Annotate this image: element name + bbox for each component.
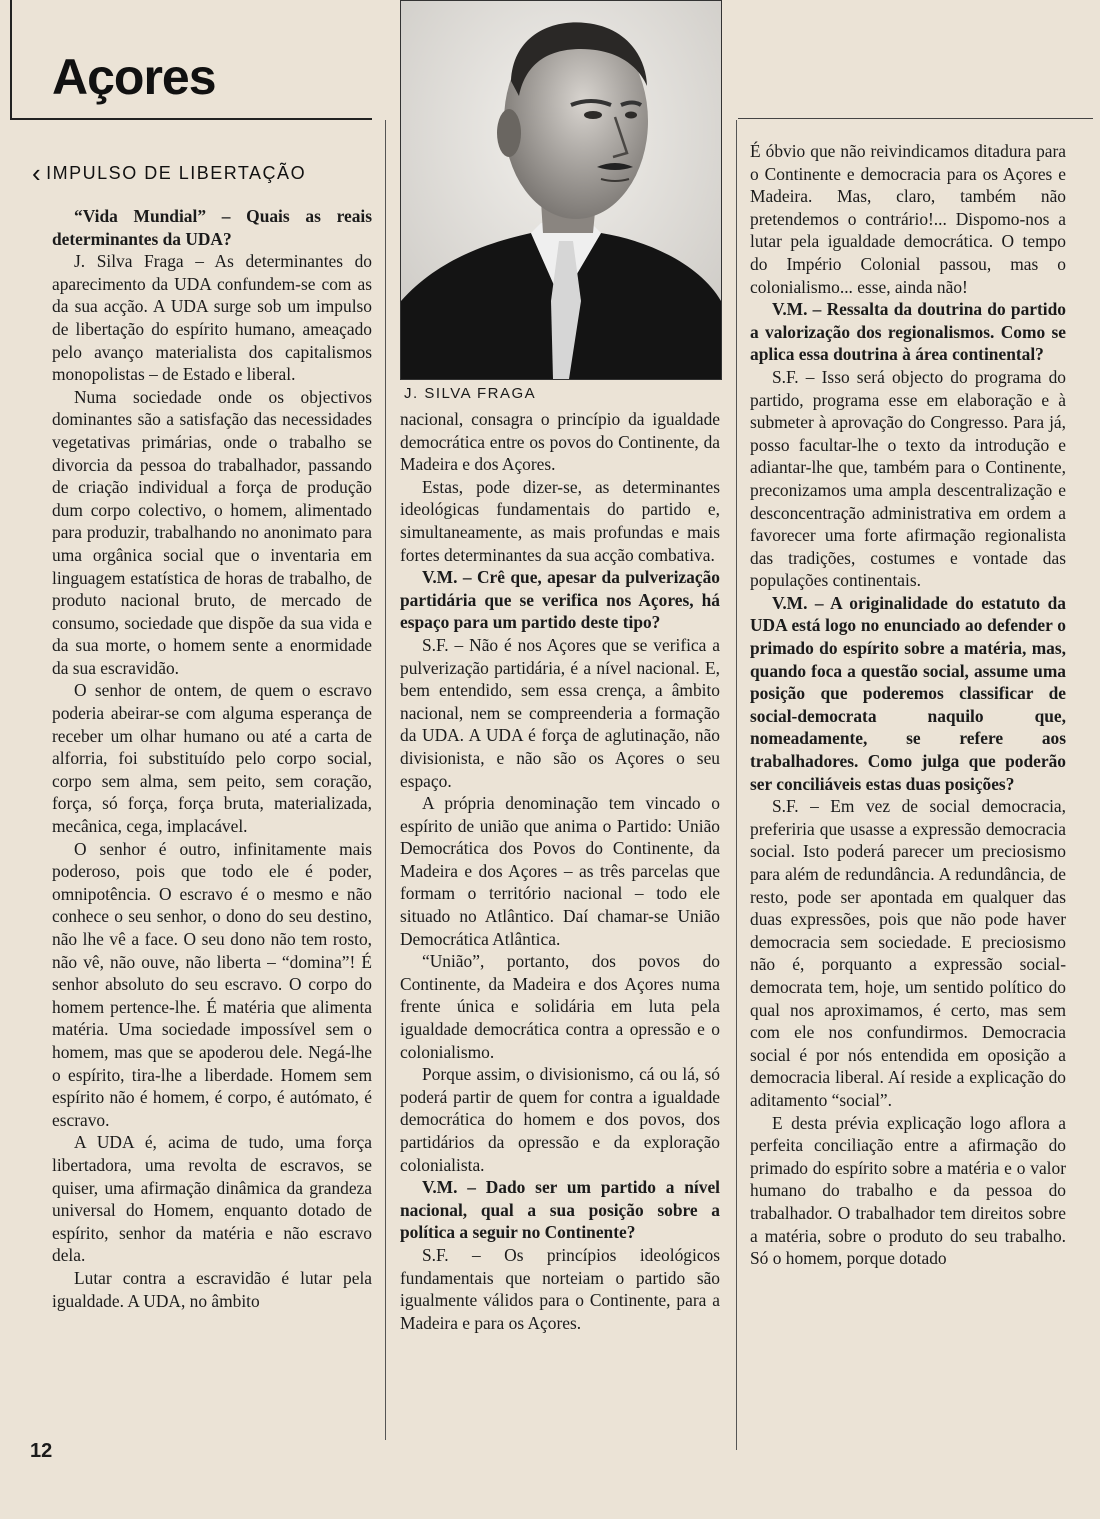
article-column-3 bbox=[750, 140, 1066, 1270]
article-column-1 bbox=[52, 205, 372, 1312]
left-border-rule bbox=[10, 0, 12, 120]
kicker bbox=[32, 158, 306, 189]
body-paragraph: “União”, portanto, dos povos do Continente, da Madeira e dos Açores numa frente única e solidária em luta pela igualdade democrática contra a opressão e o colonialismo. bbox=[400, 951, 720, 1062]
answer-paragraph: S.F. – Os princípios ideológicos fundamentais que norteiam o partido são igualmente válidos para o Continente, para a Madeira e para os Açores. bbox=[400, 1244, 720, 1333]
body-paragraph: nacional, consagra o princípio da igualdade democrática entre os povos do Continente, da Madeira e dos Açores. bbox=[400, 409, 720, 475]
question-paragraph: V.M. – Crê que, apesar da pulverização partidária que se verifica nos Açores, há espaço para um partido deste tipo? bbox=[400, 567, 720, 633]
body-paragraph: O senhor é outro, infinitamente mais poderoso, pois que todo ele é poder, omnipotência. O escravo é o mesmo e não conhece o seu senhor, o dono do seu destino, não lhe vê a face. O seu dono não tem rosto, não vê, não ouve, não liberta – “domina”! É senhor absoluto do seu escravo. O corpo do homem pertence-lhe. É matéria que alimenta matéria. Uma sociedade impossível sem o homem, mas que se apoderou dele. Negá-lhe o espírito, tira-lhe a liberdade. Homem sem espírito não é homem, é corpo, é autómato, é escravo. bbox=[52, 838, 372, 1130]
article-column-2 bbox=[400, 408, 720, 1334]
column-divider-1 bbox=[385, 120, 386, 1440]
question-paragraph: V.M. – A originalidade do estatuto da UDA está logo no enunciado ao defender o primado do espírito sobre a matéria, mas, quando foca a questão social, assume uma posição que poderemos classificar de social-democrata naquilo que, nomeadamente, se refere aos trabalhadores. Como julga que poderão ser conciliáveis estas duas posições? bbox=[750, 592, 1066, 794]
header-rule-right bbox=[738, 118, 1093, 119]
body-paragraph: Lutar contra a escravidão é lutar pela igualdade. A UDA, no âmbito bbox=[52, 1267, 372, 1311]
header-rule bbox=[10, 118, 372, 120]
kicker-text: IMPULSO DE LIBERTAÇÃO bbox=[46, 163, 307, 183]
photo-caption: J. SILVA FRAGA bbox=[404, 385, 537, 402]
body-paragraph: A própria denominação tem vincado o espírito de união que anima o Partido: União Democrática dos Povos do Continente, da Madeira e dos Açores – as três parcelas que formam o território nacional – todo ele situado no Atlântico. Daí chamar-se União Democrática Atlântica. bbox=[400, 793, 720, 949]
answer-paragraph: J. Silva Fraga – As determinantes do aparecimento da UDA confundem-se com as da sua acção. A UDA surge sob um impulso de libertação do espírito humano, ameaçado pelo avanço materialista dos capitalismos monopolistas – de Estado e liberal. bbox=[52, 251, 372, 385]
body-paragraph: Estas, pode dizer-se, as determinantes ideológicas fundamentais do partido e, simultaneamente, as mais profundas e mais fortes determinantes da sua acção combativa. bbox=[400, 476, 720, 565]
body-paragraph: O senhor de ontem, de quem o escravo poderia abeirar-se com alguma esperança de receber um olhar humano ou até a carta de alforria, foi substituído pelo corpo social, corpo sem alma, sem peito, sem coração, força, só força, força bruta, materializada, mecânica, cega, implacável. bbox=[52, 680, 372, 837]
body-paragraph: E desta prévia explicação logo aflora a perfeita conciliação entre a afirmação do primado do espírito sobre a matéria e o valor humano do trabalho e da pessoa do trabalhador. O trabalhador tem direitos sobre a matéria, sobre o produto do seu trabalho. Só o homem, porque dotado bbox=[750, 1112, 1066, 1269]
question-paragraph: “Vida Mundial” – Quais as reais determinantes da UDA? bbox=[52, 206, 372, 249]
chevron-left-icon: ‹ bbox=[32, 158, 43, 188]
column-divider-2 bbox=[736, 120, 737, 1450]
answer-paragraph: S.F. – Isso será objecto do programa do partido, programa esse em elaboração e à submeter à aprovação do Congresso. Para já, posso facultar-lhe o texto da introdução e adiantar-lhe que, também para o Continente, preconizamos uma ampla descentralização e desconcentração administrativa em ordem a favorecer uma forte afirmação regionalista das tradições, costumes e vontade das populações continentais. bbox=[750, 366, 1066, 591]
portrait-illustration bbox=[401, 1, 721, 379]
body-paragraph: Porque assim, o divisionismo, cá ou lá, só poderá partir de quem for contra a igualdade democrática do homem e dos povos, dos partidários da opressão e da exploração colonialista. bbox=[400, 1064, 720, 1175]
question-paragraph: V.M. – Ressalta da doutrina do partido a valorização dos regionalismos. Como se aplica essa doutrina à área continental? bbox=[750, 299, 1066, 365]
answer-paragraph: S.F. – Em vez de social democracia, preferiria que usasse a expressão democracia social. Isto poderá parecer um preciosismo para além de redundância. A redundância, de resto, pode ser apontada em qualquer das duas expressões, pois que não pode haver democracia sem sociedade. E preciosismo não é, porquanto a expressão social-democrata tem, hoje, um sentido político do qual nos aproximamos, é certo, mas sem com ele nos confundirmos. Democracia social é por nós entendida em oposição a democracia liberal. Aí reside a explicação do aditamento “social”. bbox=[750, 796, 1066, 1110]
page-number: 12 bbox=[30, 1440, 53, 1462]
body-paragraph: A UDA é, acima de tudo, uma força libertadora, uma revolta de escravos, se quiser, uma afirmação dinâmica da grandeza universal do Homem, enquanto dotado de espírito, senhor da matéria e não escravo dela. bbox=[52, 1132, 372, 1266]
portrait-photo bbox=[400, 0, 722, 380]
section-title: Açores bbox=[52, 49, 216, 105]
body-paragraph: Numa sociedade onde os objectivos dominantes são a satisfação das necessidades vegetativas primárias, onde o trabalho se divorcia da pessoa do trabalhador, passando de criação individual a força de produção dum corpo colectivo, o homem, alimentado para produzir, trabalhando no anonimato para uma orgânica social que o inventaria em linguagem estatística de horas de trabalho, de produto nacional bruto, de mercado de consumo, sociedade que dispõe da sua vida e da sua morte, o homem sente a enormidade da sua escravidão. bbox=[52, 386, 372, 678]
question-paragraph: V.M. – Dado ser um partido a nível nacional, qual a sua posição sobre a política a seguir no Continente? bbox=[400, 1177, 720, 1243]
answer-paragraph: S.F. – Não é nos Açores que se verifica a pulverização partidária, é a nível nacional. E, bem entendido, sem essa crença, a âmbito nacional, nem se compreenderia a formação da UDA. A UDA é força de aglutinação, não divisionista, e não são os Açores o seu espaço. bbox=[400, 634, 720, 791]
body-paragraph: É óbvio que não reivindicamos ditadura para o Continente e democracia para os Açores e Madeira. Mas, claro, também não pretendemos o contrário!... Dispomo-nos a lutar pela igualdade democrática. O tempo do Império Colonial passou, mas o colonialismo... esse, ainda não! bbox=[750, 141, 1066, 297]
